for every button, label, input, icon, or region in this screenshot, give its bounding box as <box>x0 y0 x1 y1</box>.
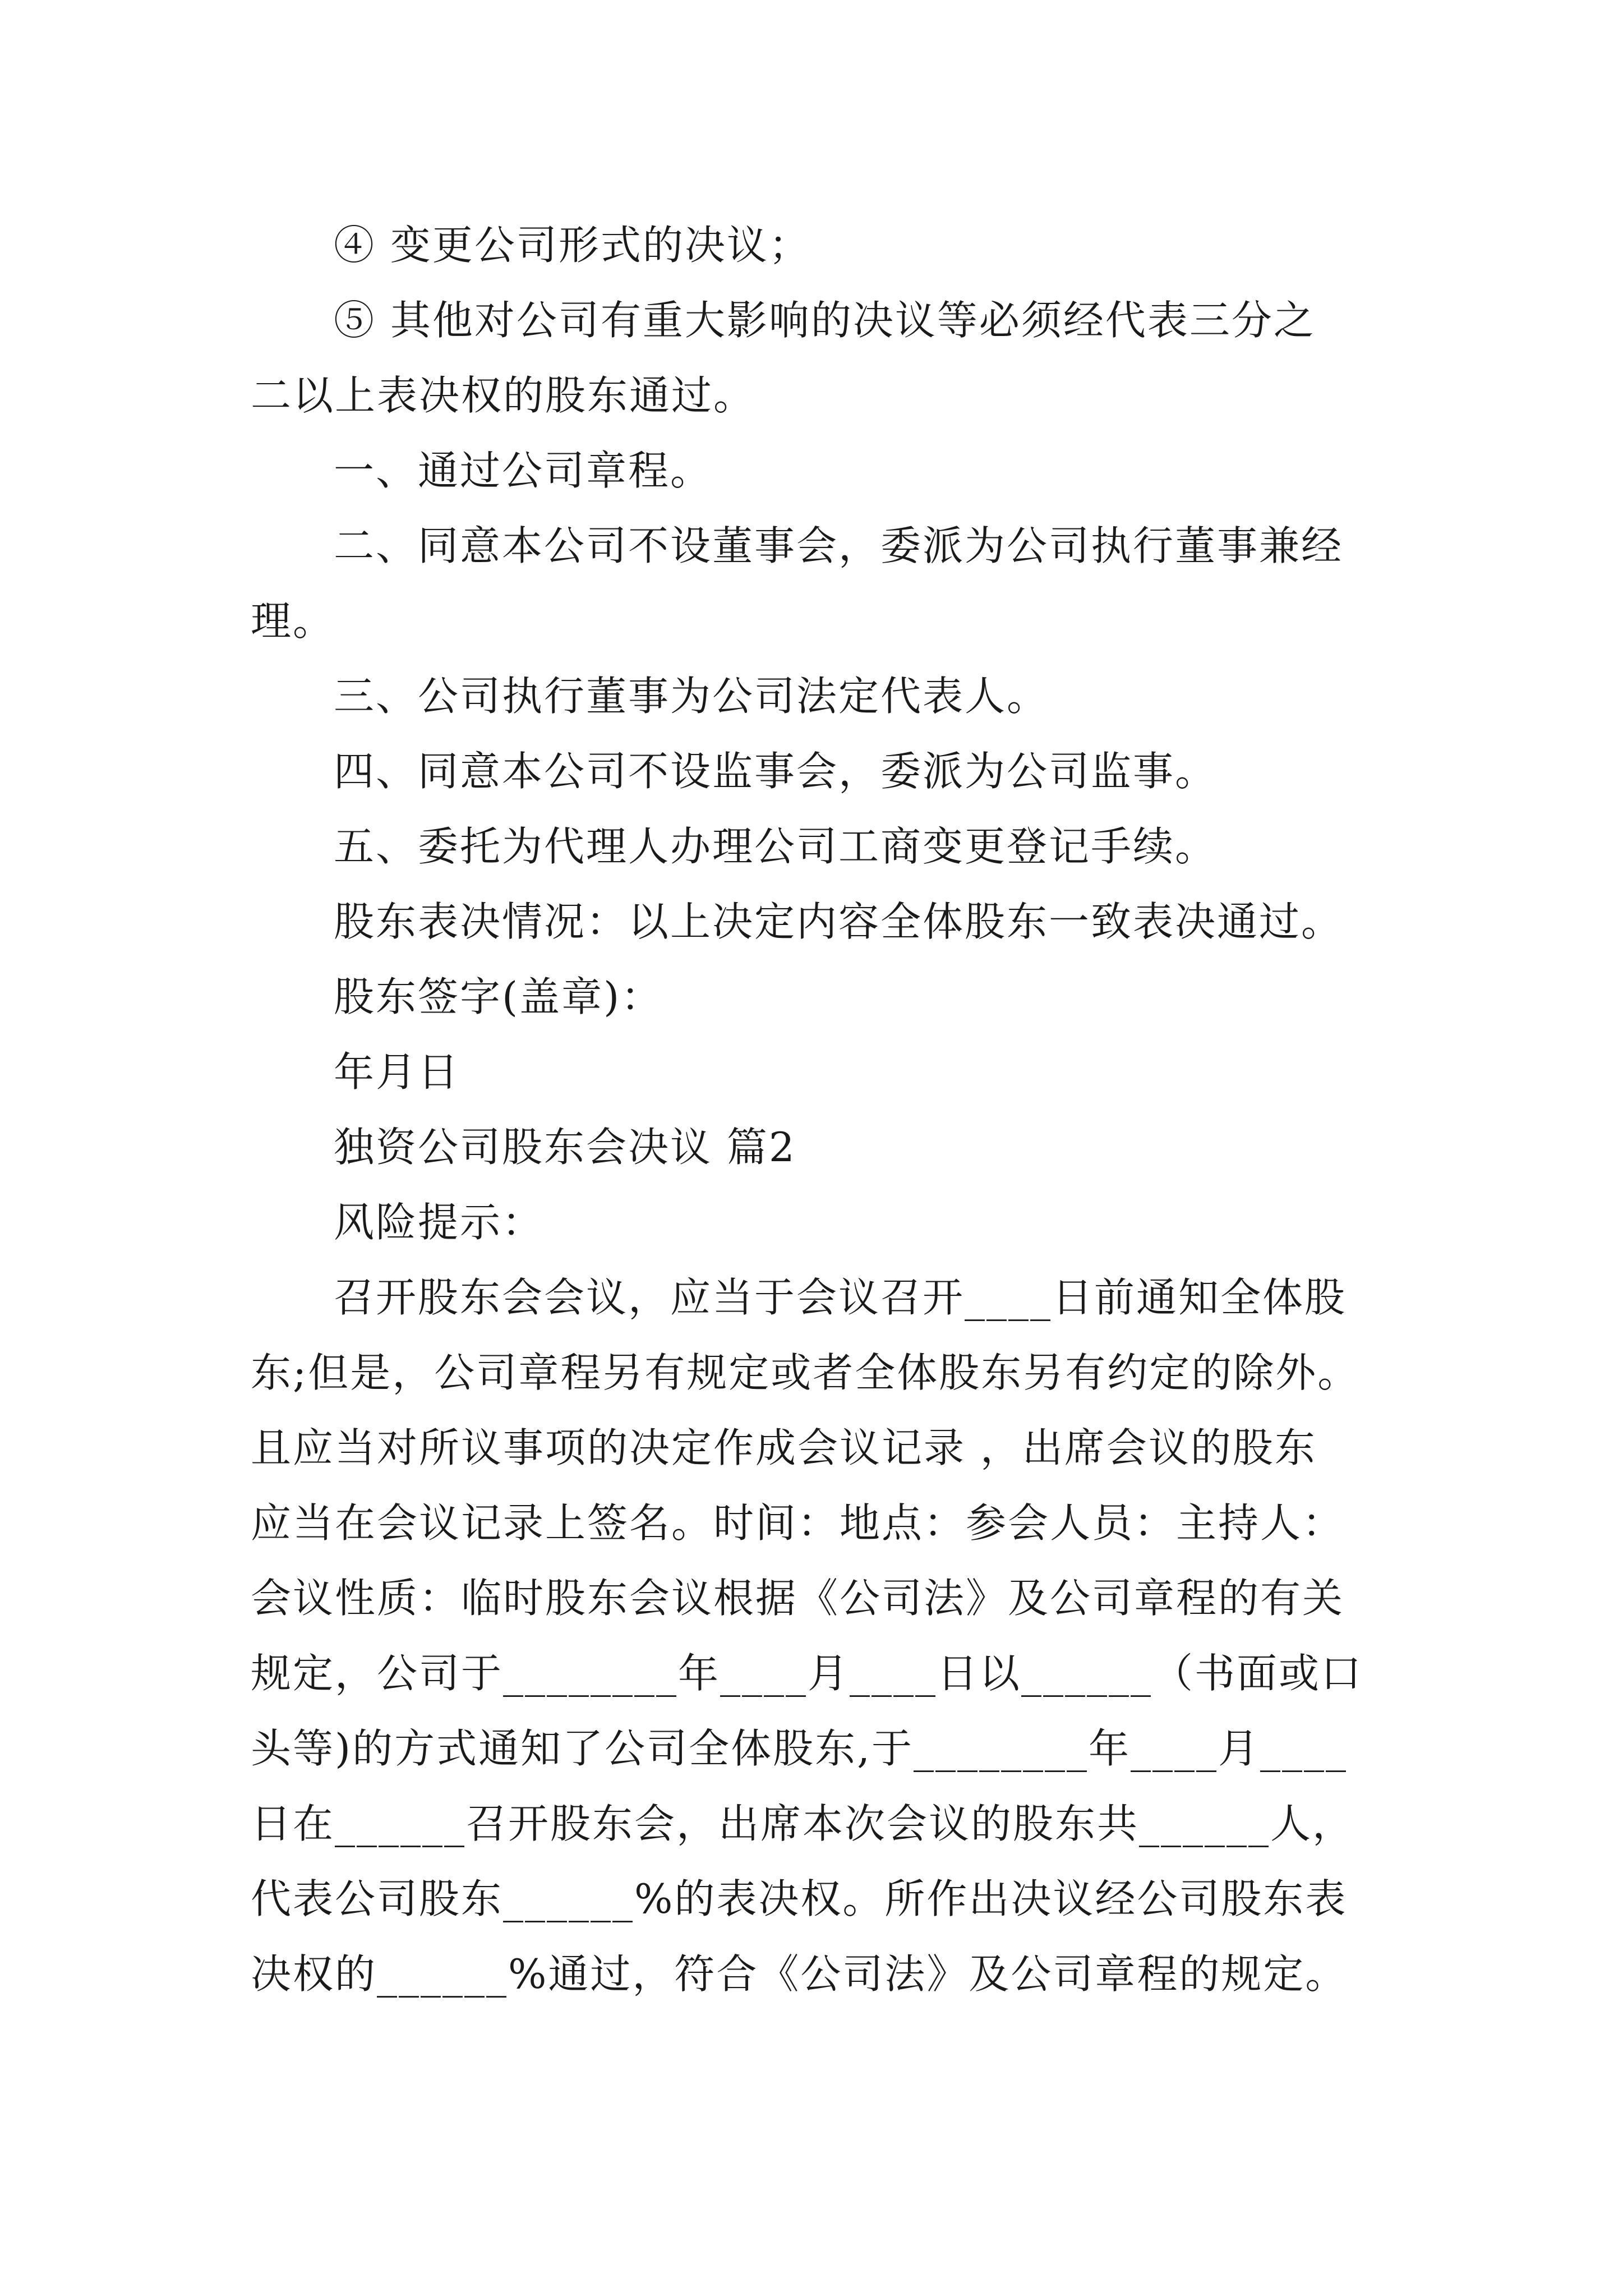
text-line: 头等)的方式通知了公司全体股东,于________年____月____ <box>251 1725 1348 1772</box>
text-line: 风险提示： <box>334 1199 545 1246</box>
text-line: 且应当对所议事项的决定作成会议记录 ，出席会议的股东 <box>251 1424 1317 1471</box>
text-line: 日在______召开股东会，出席本次会议的股东共______人， <box>251 1800 1355 1847</box>
text-line: 五、委托为代理人办理公司工商变更登记手续。 <box>334 823 1218 870</box>
text-line: 一、通过公司章程。 <box>334 447 713 494</box>
text-line: 股东表决情况：以上决定内容全体股东一致表决通过。 <box>334 898 1344 945</box>
text-line: 决权的______%通过，符合《公司法》及公司章程的规定。 <box>251 1950 1348 1998</box>
text-line: 召开股东会会议，应当于会议召开____日前通知全体股 <box>334 1274 1347 1321</box>
text-line: 二、同意本公司不设董事会，委派为公司执行董事兼经 <box>334 522 1344 569</box>
section-heading: 独资公司股东会决议 篇2 <box>334 1124 796 1171</box>
text-line: 二以上表决权的股东通过。 <box>251 372 756 419</box>
text-line: 三、公司执行董事为公司法定代表人。 <box>334 673 1049 720</box>
text-line: 年月日 <box>334 1048 460 1096</box>
text-line: 代表公司股东______%的表决权。所作出决议经公司股东表 <box>251 1875 1348 1922</box>
document-body <box>251 208 1395 2012</box>
text-line: ⑤ 其他对公司有重大影响的决议等必须经代表三分之 <box>334 297 1316 344</box>
text-line: 东;但是，公司章程另有规定或者全体股东另有约定的除外。 <box>251 1349 1360 1396</box>
text-line: 四、同意本公司不设监事会，委派为公司监事。 <box>334 748 1218 795</box>
text-line: 股东签字(盖章)： <box>334 973 663 1020</box>
text-line: 规定，公司于________年____月____日以______（书面或口 <box>251 1650 1363 1697</box>
text-line: 理。 <box>251 597 335 645</box>
text-line: 应当在会议记录上签名。时间：地点：参会人员：主持人： <box>251 1499 1345 1547</box>
text-line: ④ 变更公司形式的决议； <box>334 222 811 269</box>
text-line: 会议性质：临时股东会议根据《公司法》及公司章程的有关 <box>251 1575 1345 1622</box>
